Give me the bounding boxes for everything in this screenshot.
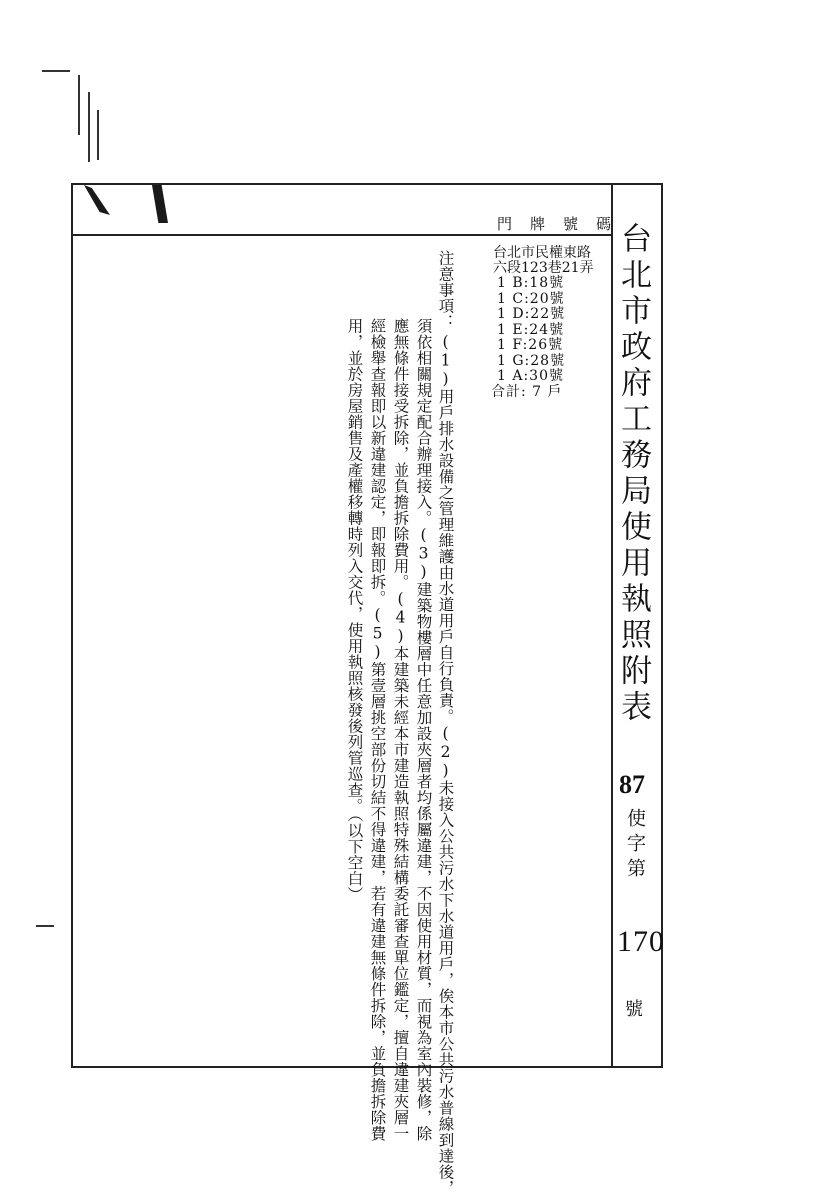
unit-list [491, 275, 566, 400]
notes-column: 應無條件接受拆除，並負擔拆除費用。(4)本建築未經本市建造執照特殊結構委託審查單位鑑定，擅自違建夾層一 [391, 318, 410, 1142]
unit-entry: 1 D:22號 [497, 306, 566, 322]
address-line: 台北市民權東路 [493, 245, 591, 261]
license-year: 87 [619, 770, 645, 799]
license-number: 170 [617, 925, 665, 958]
notes-column: 須依相關規定配合辦理接入。(3)建築物樓層中任意加設夾層者均係屬違建，不因使用材質，而視為室內裝修，除 [414, 318, 433, 1142]
scan-mark [36, 925, 54, 927]
header-divider [71, 234, 612, 236]
address-line: 六段123巷21弄 [493, 260, 594, 276]
title-column-divider [611, 183, 613, 1068]
form-border [71, 183, 663, 1068]
unit-entry: 1 G:28號 [497, 352, 566, 369]
license-suffix: 號 [625, 999, 643, 1020]
scan-mark [42, 70, 70, 72]
unit-entry: 1 A:30號 [497, 368, 564, 384]
license-type: 使字第 [624, 808, 646, 883]
unit-entry: 1 C:20號 [497, 290, 565, 307]
house-number-heading: 門牌號碼 [497, 215, 630, 233]
unit-total: 合計: 7 戶 [491, 383, 563, 400]
scan-mark [78, 75, 80, 135]
document-title: 台北市政府工務局使用執照附表 [615, 222, 651, 726]
notes-column: (1)用戶排水設備之管理維護由水道用戶自行負責。(2)未接入公共污水下水道用戶，俟本市公共污水普線到達後， [436, 333, 455, 1196]
scan-mark [97, 110, 99, 160]
unit-entry: 1 B:18號 [497, 275, 565, 291]
address-block [493, 246, 594, 276]
notes-column: 用，並於房屋銷售及產權移轉時列入交代，使用執照核發後列管巡查。（以下空白） [345, 318, 364, 903]
unit-entry: 1 E:24號 [497, 321, 565, 338]
notes-column: 經檢舉查報即以新違建認定，即報即拆。(5)第壹層挑空部份切結不得違建，若有違建無條件拆除，並負擔拆除費 [368, 318, 387, 1142]
unit-entry: 1 F:26號 [497, 337, 564, 353]
notes-heading: 注意事項： [436, 250, 455, 330]
scan-mark [88, 92, 90, 162]
